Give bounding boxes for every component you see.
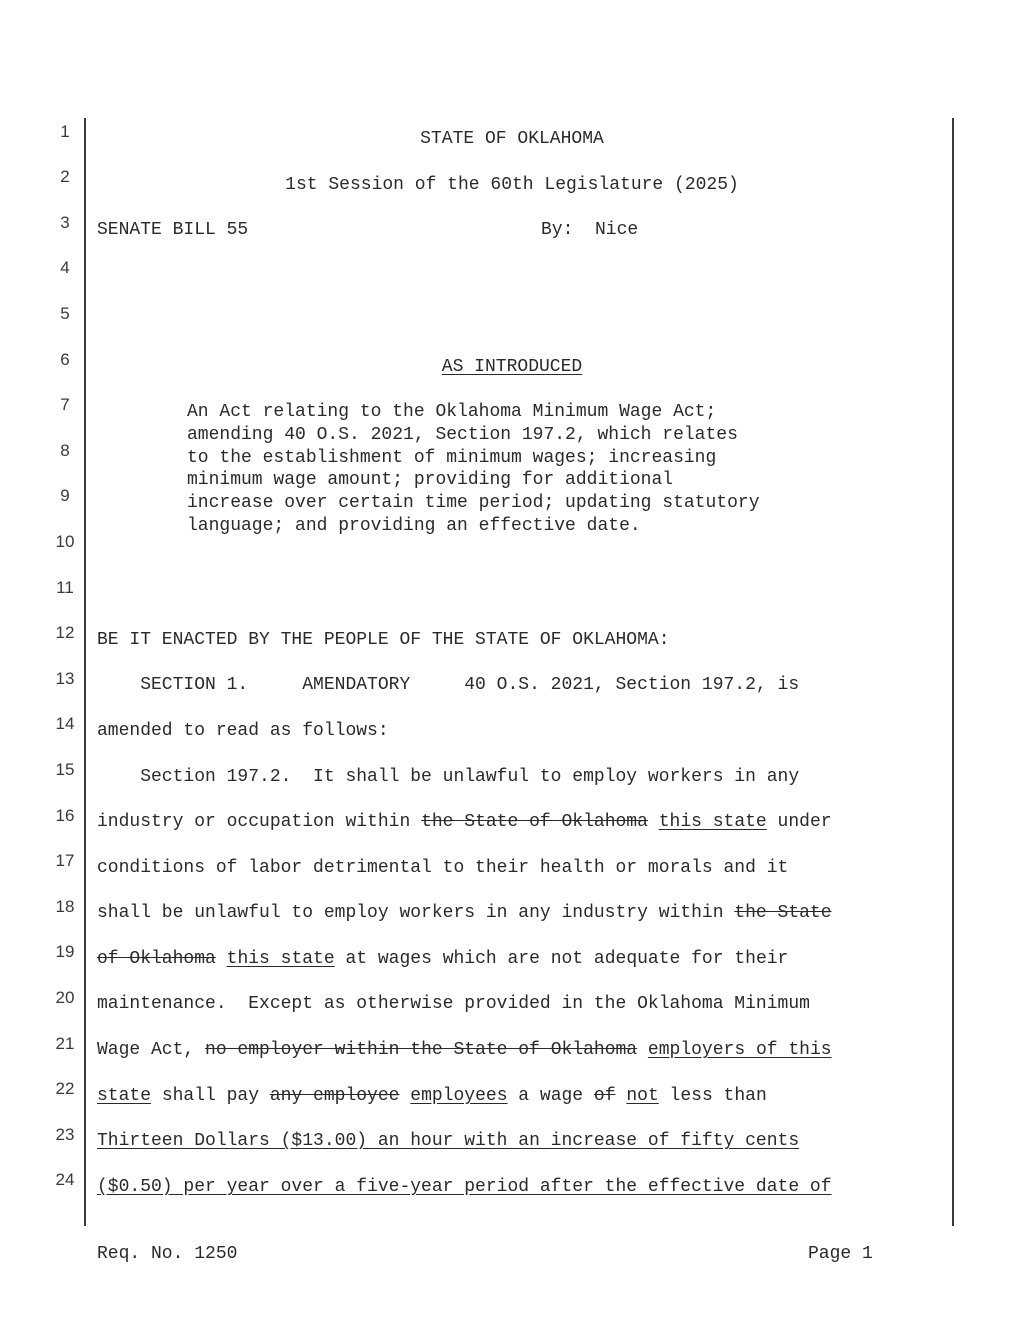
text: industry or occupation within: [97, 812, 422, 832]
line-number: 5: [60, 304, 70, 323]
section-heading: SECTION 1. AMENDATORY 40 O.S. 2021, Section 197.2, is: [97, 675, 800, 695]
line-number: 21: [55, 1034, 75, 1053]
line-number: 9: [60, 486, 70, 505]
text: [216, 949, 227, 969]
line-number: 1: [60, 122, 70, 141]
added-text: state: [97, 1086, 152, 1106]
section-heading-cont: amended to read as follows:: [97, 721, 389, 741]
line-number: 12: [55, 623, 75, 642]
line-number: 10: [55, 532, 75, 551]
text: under: [766, 812, 832, 832]
page-number: Page 1: [808, 1244, 873, 1264]
state-heading: STATE OF OKLAHOMA: [420, 129, 604, 149]
body-line: conditions of labor detrimental to their health or morals and it: [97, 858, 789, 878]
body-line: [97, 1085, 767, 1107]
bill-author: By: Nice: [541, 220, 639, 240]
struck-text: the State: [734, 903, 832, 923]
line-number: 3: [60, 213, 70, 232]
title-line: minimum wage amount; providing for additional: [187, 470, 674, 491]
request-number: Req. No. 1250: [97, 1244, 238, 1264]
line-number: 4: [60, 258, 70, 277]
title-line: An Act relating to the Oklahoma Minimum Wage Act;: [187, 402, 717, 422]
text: a wage: [507, 1086, 594, 1106]
status-heading: [97, 356, 927, 378]
body-line: [97, 1176, 832, 1198]
struck-text: any employee: [269, 1086, 400, 1106]
text: less than: [658, 1086, 767, 1106]
body-line: [97, 811, 832, 833]
text: [637, 1040, 648, 1060]
enacting-clause: BE IT ENACTED BY THE PEOPLE OF THE STATE OF OKLAHOMA:: [97, 630, 670, 650]
line-number: 15: [55, 760, 75, 779]
line-number: 13: [55, 669, 75, 688]
title-line: to the establishment of minimum wages; increasing: [187, 447, 717, 468]
title-line: amending 40 O.S. 2021, Section 197.2, which relates: [187, 424, 738, 445]
bill-title: [187, 401, 760, 538]
line-number: 14: [55, 714, 75, 733]
text: [399, 1086, 410, 1106]
body-line: maintenance. Except as otherwise provided in the Oklahoma Minimum: [97, 994, 810, 1014]
body-line: Section 197.2. It shall be unlawful to employ workers in any: [97, 767, 800, 787]
struck-text: of: [593, 1086, 616, 1106]
line-number: 20: [55, 988, 75, 1007]
right-margin-rule: [952, 118, 954, 1226]
title-line: increase over certain time period; updating statutory: [187, 493, 760, 514]
session-heading: 1st Session of the 60th Legislature (2025): [285, 175, 739, 195]
added-text: this state: [226, 949, 335, 969]
added-text: employees: [410, 1086, 508, 1106]
text: at wages which are not adequate for their: [334, 949, 789, 969]
text: [616, 1086, 627, 1106]
bill-number: SENATE BILL 55: [97, 220, 249, 240]
struck-text: the State of Oklahoma: [421, 812, 648, 832]
line-number: 2: [60, 167, 70, 186]
line-number: 22: [55, 1079, 75, 1098]
added-text: this state: [658, 812, 767, 832]
added-text: not: [626, 1086, 659, 1106]
added-text: employers of this: [647, 1040, 832, 1060]
body-line: [97, 902, 832, 924]
line-number: 6: [60, 350, 70, 369]
line-number: 23: [55, 1125, 75, 1144]
added-text: Thirteen Dollars ($13.00) an hour with an increase of fifty cents: [97, 1131, 800, 1151]
line-number: 8: [60, 441, 70, 460]
text: Wage Act,: [97, 1040, 206, 1060]
struck-text: of Oklahoma: [97, 949, 216, 969]
body-line: [97, 1130, 799, 1152]
line-number: 24: [55, 1170, 75, 1189]
line-number: 19: [55, 942, 75, 961]
line-number: 17: [55, 851, 75, 870]
text: shall pay: [151, 1086, 270, 1106]
line-number: 18: [55, 897, 75, 916]
title-line: language; and providing an effective date.: [187, 515, 641, 536]
text: [648, 812, 659, 832]
line-number: 7: [60, 395, 70, 414]
body-line: [97, 948, 788, 970]
struck-text: no employer within the State of Oklahoma: [205, 1040, 638, 1060]
status-text: AS INTRODUCED: [441, 357, 583, 377]
line-number: 16: [55, 806, 75, 825]
text: shall be unlawful to employ workers in any industry within: [97, 903, 735, 923]
line-number: 11: [56, 578, 74, 597]
added-text: ($0.50) per year over a five-year period after the effective date of: [97, 1177, 832, 1197]
body-line: [97, 1039, 832, 1061]
